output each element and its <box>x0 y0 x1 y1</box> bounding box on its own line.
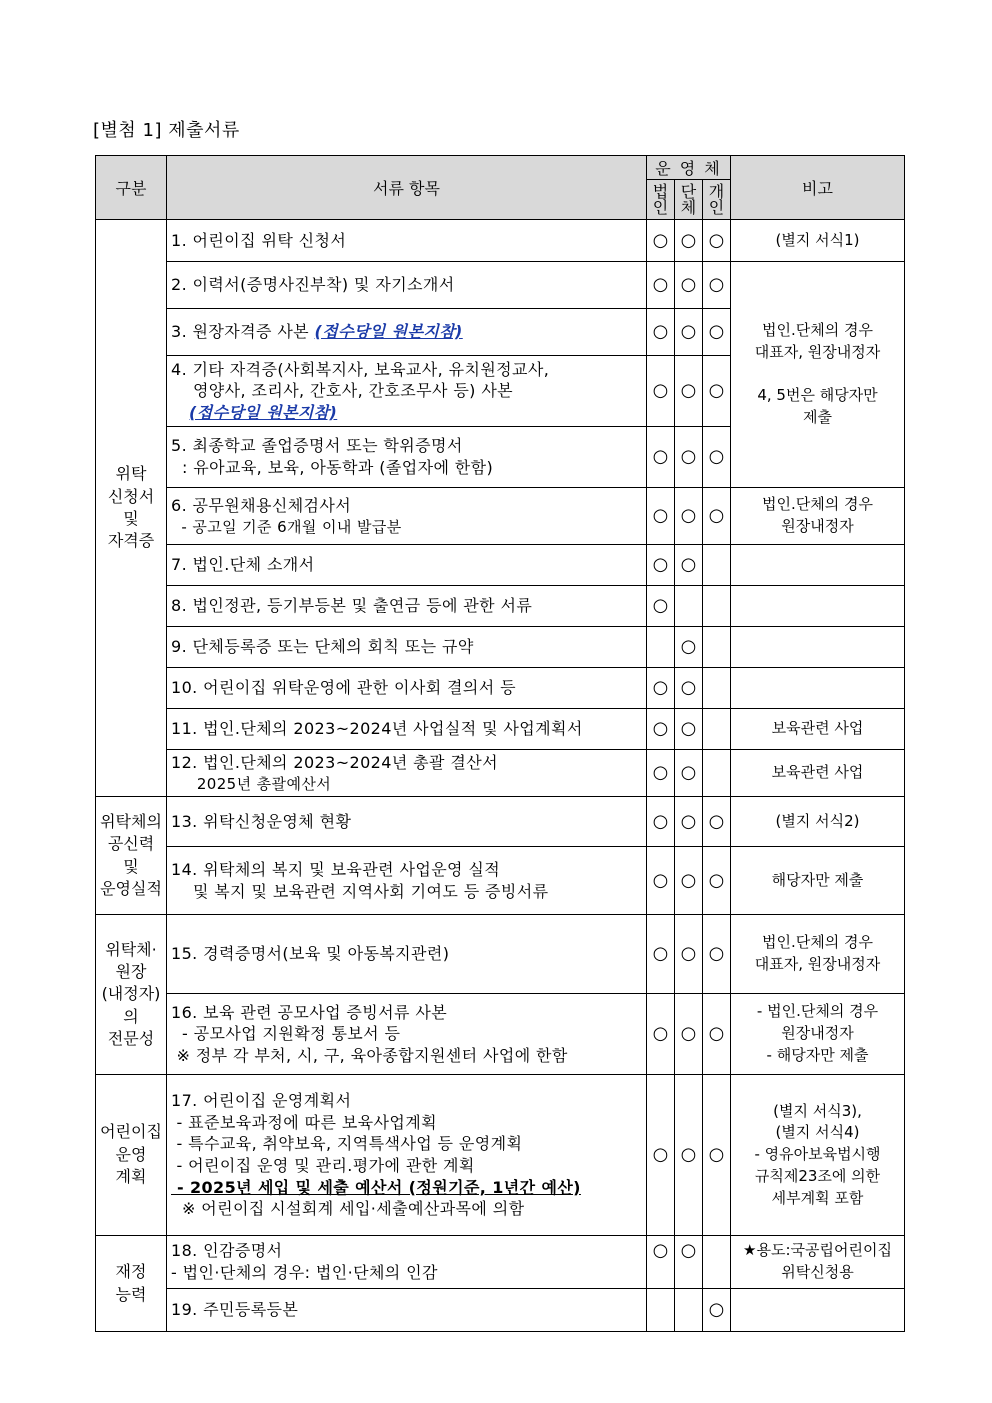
mark-cell: ○ <box>647 545 675 586</box>
item-text: 16. 보육 관련 공모사업 증빙서류 사본 <box>171 1002 448 1022</box>
mark-cell: ○ <box>647 586 675 627</box>
mark-cell: ○ <box>703 309 731 356</box>
mark-cell: ○ <box>675 627 703 668</box>
item-text: - 어린이집 운영 및 관리.평가에 관한 계획 <box>171 1156 475 1175</box>
item-text: - 공모사업 지원확정 통보서 등 <box>171 1024 401 1044</box>
mark-cell: ○ <box>647 750 675 797</box>
remark-cell: ★용도:국공립어린이집 위탁신청용 <box>731 1236 905 1289</box>
mark-cell: ○ <box>675 994 703 1075</box>
budget-line: - 2025년 세입 및 세출 예산서 (정원기준, 1년간 예산) <box>171 1177 581 1197</box>
mark-cell: ○ <box>675 427 703 488</box>
item-text: 2. 이력서(증명사진부착) 및 자기소개서 <box>171 275 455 295</box>
item-text: 7. 법인.단체 소개서 <box>171 555 315 575</box>
header-person: 개 인 <box>703 180 731 220</box>
mark-cell: ○ <box>647 1236 675 1289</box>
item-row-6 <box>167 488 647 545</box>
mark-cell <box>703 709 731 750</box>
item-text: 5. 최종학교 졸업증명서 또는 학위증명서 <box>171 436 463 456</box>
mark-cell: ○ <box>675 915 703 994</box>
category-application: 위탁 신청서 및 자격증 <box>96 220 167 797</box>
remark-cell: 보육관련 사업 <box>731 750 905 797</box>
remark-cell: (별지 서식2) <box>731 797 905 847</box>
item-text: 18. 인감증명서 <box>171 1241 283 1261</box>
item-text: 1. 어린이집 위탁 신청서 <box>171 230 347 250</box>
mark-cell <box>703 586 731 627</box>
item-text: 19. 주민등록등본 <box>171 1300 299 1320</box>
item-row-9 <box>167 627 647 668</box>
item-row-15 <box>167 915 647 994</box>
remark-cell: (별지 서식1) <box>731 220 905 262</box>
mark-cell: ○ <box>675 262 703 309</box>
document-title: [별첨 1] 제출서류 <box>93 120 240 141</box>
remark-merged: 법인.단체의 경우 대표자, 원장내정자 4, 5번은 해당자만 제출 <box>731 262 905 488</box>
mark-cell: ○ <box>675 847 703 915</box>
remark-cell <box>731 627 905 668</box>
mark-cell: ○ <box>703 797 731 847</box>
item-text: 10. 어린이집 위탁운영에 관한 이사회 결의서 등 <box>171 678 516 698</box>
category-credibility: 위탁체의 공신력 및 운영실적 <box>96 797 167 915</box>
item-row-7 <box>167 545 647 586</box>
mark-cell <box>703 668 731 709</box>
mark-cell: ○ <box>675 668 703 709</box>
header-group: 단 체 <box>675 180 703 220</box>
mark-cell <box>675 586 703 627</box>
item-row-10 <box>167 668 647 709</box>
mark-cell <box>703 627 731 668</box>
item-text: 17. 어린이집 운영계획서 <box>171 1091 352 1111</box>
mark-cell <box>703 750 731 797</box>
item-text: 14. 위탁체의 복지 및 보육관련 사업운영 실적 <box>171 859 501 879</box>
mark-cell <box>675 1289 703 1332</box>
mark-cell <box>703 1236 731 1289</box>
item-text: - 법인·단체의 경우: 법인·단체의 인감 <box>171 1263 438 1282</box>
remark-cell: 법인.단체의 경우 원장내정자 <box>731 488 905 545</box>
mark-cell: ○ <box>675 1236 703 1289</box>
mark-cell: ○ <box>647 220 675 262</box>
mark-cell: ○ <box>703 1075 731 1236</box>
submission-documents-table <box>95 155 905 1332</box>
mark-cell: ○ <box>647 309 675 356</box>
mark-cell: ○ <box>703 1289 731 1332</box>
mark-cell: ○ <box>703 427 731 488</box>
remark-cell <box>731 586 905 627</box>
remark-cell: 법인.단체의 경우 대표자, 원장내정자 <box>731 915 905 994</box>
item-row-8 <box>167 586 647 627</box>
mark-cell: ○ <box>703 915 731 994</box>
item-row-16 <box>167 994 647 1075</box>
category-finance: 재정 능력 <box>96 1236 167 1332</box>
mark-cell: ○ <box>703 262 731 309</box>
mark-cell <box>703 545 731 586</box>
mark-cell: ○ <box>647 262 675 309</box>
mark-cell <box>647 627 675 668</box>
item-row-17 <box>167 1075 647 1236</box>
header-remarks: 비고 <box>731 156 905 220</box>
item-text: - 특수교육, 취약보육, 지역특색사업 등 운영계획 <box>171 1134 523 1154</box>
item-row-2 <box>167 262 647 309</box>
item-text: ※ 정부 각 부처, 시, 구, 육아종합지원센터 사업에 한함 <box>171 1045 568 1065</box>
item-row-11 <box>167 709 647 750</box>
item-row-1 <box>167 220 647 262</box>
mark-cell: ○ <box>703 847 731 915</box>
mark-cell: ○ <box>703 488 731 545</box>
mark-cell: ○ <box>703 994 731 1075</box>
item-text: 15. 경력증명서(보육 및 아동복지관련) <box>171 944 450 964</box>
item-text: 8. 법인정관, 등기부등본 및 출연금 등에 관한 서류 <box>171 596 533 616</box>
mark-cell <box>647 1289 675 1332</box>
remark-cell <box>731 1289 905 1332</box>
mark-cell: ○ <box>647 356 675 427</box>
item-text: 6. 공무원채용신체검사서 <box>171 496 352 516</box>
original-required-note: (접수당일 원본지참) <box>189 402 338 422</box>
item-text: 13. 위탁신청운영체 현황 <box>171 811 352 831</box>
remark-cell: 보육관련 사업 <box>731 709 905 750</box>
header-corp: 법 인 <box>647 180 675 220</box>
item-text: 2025년 총괄예산서 <box>171 774 332 793</box>
remark-cell <box>731 545 905 586</box>
mark-cell: ○ <box>647 709 675 750</box>
header-category: 구분 <box>96 156 167 220</box>
item-text: 9. 단체등록증 또는 단체의 회칙 또는 규약 <box>171 637 474 657</box>
item-row-4 <box>167 356 647 427</box>
item-text: 영양사, 조리사, 간호사, 간호조무사 등) 사본 <box>171 381 514 401</box>
item-text: - 공고일 기준 6개월 이내 발급분 <box>171 517 402 536</box>
category-operation-plan: 어린이집 운영 계획 <box>96 1075 167 1236</box>
remark-cell: 해당자만 제출 <box>731 847 905 915</box>
item-text: 및 복지 및 보육관련 지역사회 기여도 등 증빙서류 <box>171 881 549 901</box>
mark-cell: ○ <box>675 220 703 262</box>
item-row-13 <box>167 797 647 847</box>
item-text: ※ 어린이집 시설회계 세입·세출예산과목에 의함 <box>171 1199 525 1219</box>
item-row-3 <box>167 309 647 356</box>
header-items: 서류 항목 <box>167 156 647 220</box>
mark-cell: ○ <box>675 797 703 847</box>
mark-cell: ○ <box>647 1075 675 1236</box>
remark-cell <box>731 668 905 709</box>
item-text: 12. 법인.단체의 2023~2024년 총괄 결산서 <box>171 753 498 773</box>
mark-cell: ○ <box>647 427 675 488</box>
remark-cell: - 법인.단체의 경우 원장내정자 - 해당자만 제출 <box>731 994 905 1075</box>
mark-cell: ○ <box>647 915 675 994</box>
item-row-12 <box>167 750 647 797</box>
original-required-note: (접수당일 원본지참) <box>314 322 463 342</box>
remark-cell: (별지 서식3), (별지 서식4) - 영유아보육법시행 규칙제23조에 의한 세부계획 포함 <box>731 1075 905 1236</box>
mark-cell: ○ <box>675 545 703 586</box>
mark-cell: ○ <box>647 797 675 847</box>
item-row-14 <box>167 847 647 915</box>
mark-cell: ○ <box>647 668 675 709</box>
mark-cell: ○ <box>647 488 675 545</box>
item-text: 11. 법인.단체의 2023~2024년 사업실적 및 사업계획서 <box>171 719 583 739</box>
mark-cell: ○ <box>675 488 703 545</box>
mark-cell: ○ <box>675 750 703 797</box>
mark-cell: ○ <box>703 356 731 427</box>
item-row-19 <box>167 1289 647 1332</box>
item-text: 4. 기타 자격증(사회복지사, 보육교사, 유치원정교사, <box>171 359 550 379</box>
item-text: 3. 원장자격증 사본 <box>171 322 315 342</box>
mark-cell: ○ <box>647 847 675 915</box>
item-text: - 표준보육과정에 따른 보육사업계획 <box>171 1112 437 1132</box>
category-expertise: 위탁체· 원장 (내정자)의 전문성 <box>96 915 167 1075</box>
mark-cell: ○ <box>675 709 703 750</box>
header-operator: 운 영 체 <box>647 156 731 180</box>
mark-cell: ○ <box>647 994 675 1075</box>
mark-cell: ○ <box>675 1075 703 1236</box>
item-row-5 <box>167 427 647 488</box>
item-row-18 <box>167 1236 647 1289</box>
mark-cell: ○ <box>675 309 703 356</box>
mark-cell: ○ <box>703 220 731 262</box>
mark-cell: ○ <box>675 356 703 427</box>
item-text: : 유아교육, 보육, 아동학과 (졸업자에 한함) <box>171 458 494 477</box>
